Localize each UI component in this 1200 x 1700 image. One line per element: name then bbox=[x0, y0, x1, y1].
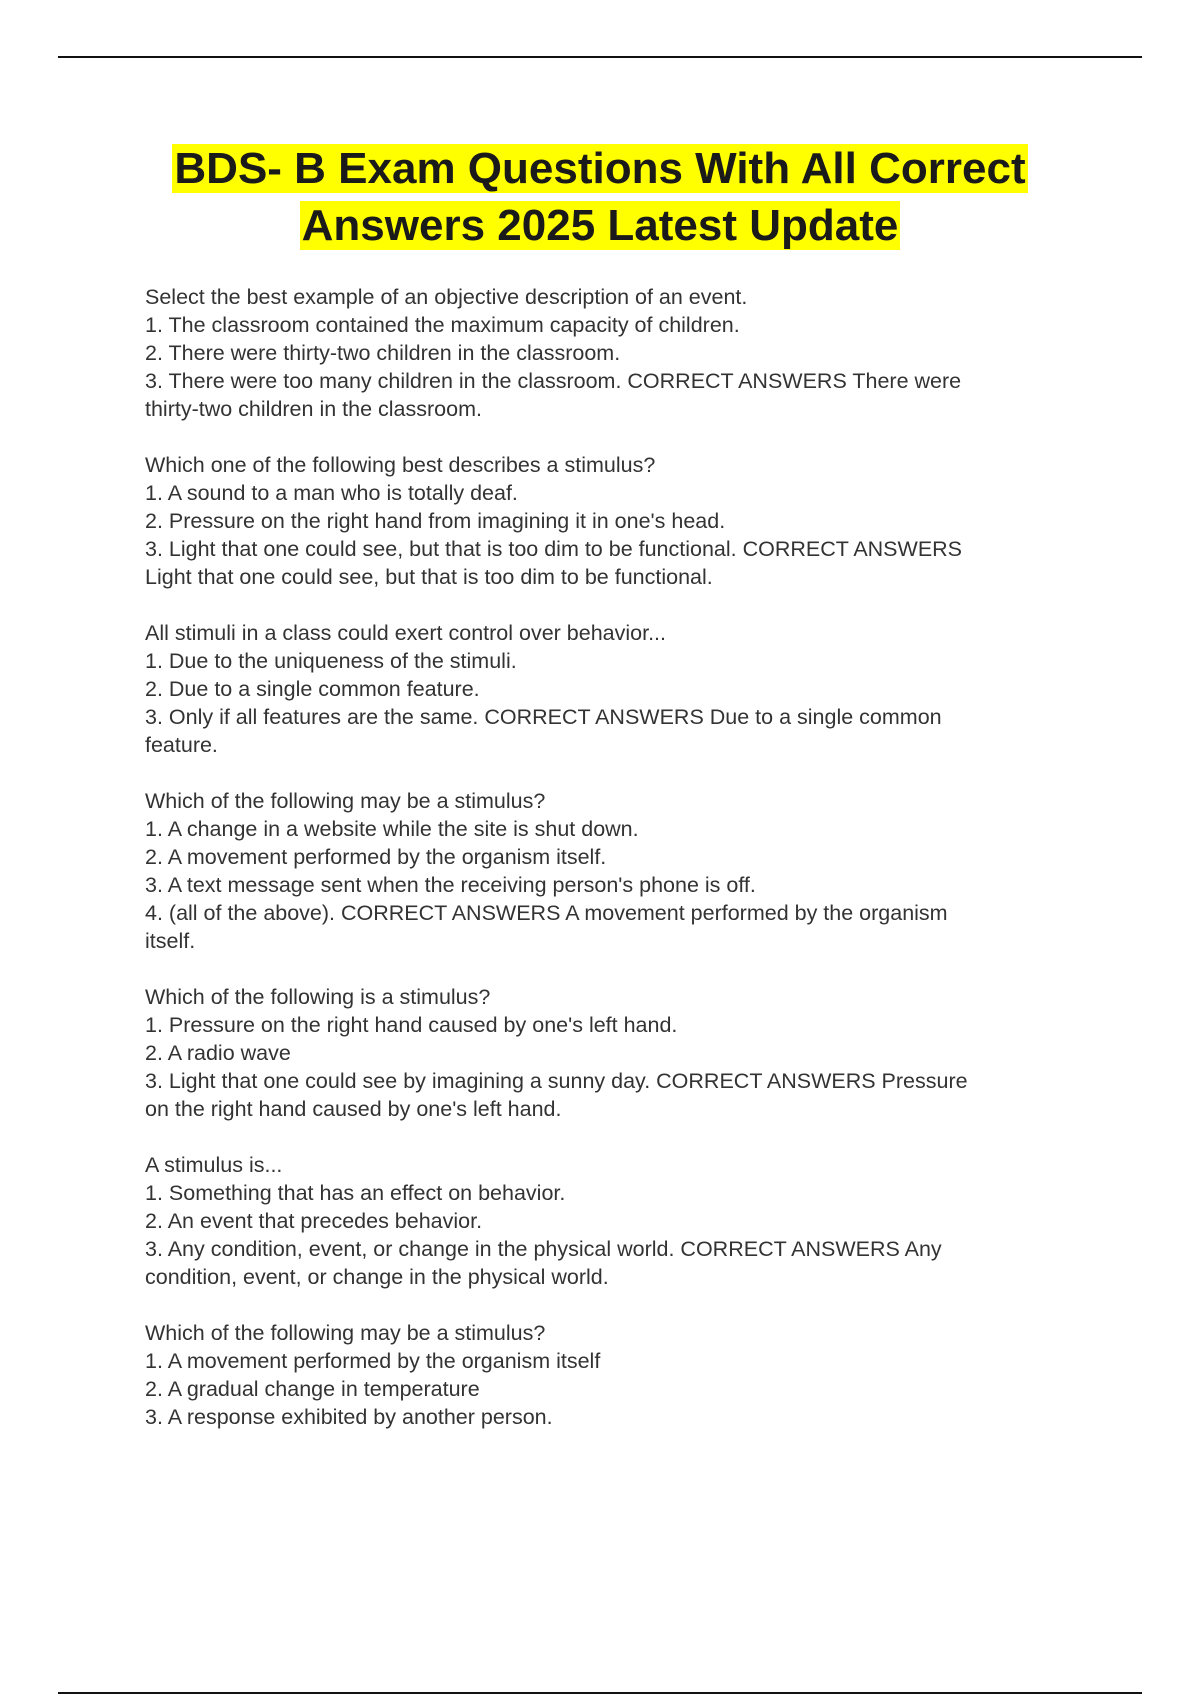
answer-option-line: 2. There were thirty-two children in the classroom. bbox=[145, 341, 621, 365]
answer-option-line: 1. The classroom contained the maximum capacity of children. bbox=[145, 313, 740, 337]
answer-option-line: itself. bbox=[145, 929, 196, 953]
answer-option-line: 4. (all of the above). CORRECT ANSWERS A movement performed by the organism bbox=[145, 901, 948, 925]
answer-option-line: 3. A response exhibited by another person. bbox=[145, 1405, 553, 1429]
question-block bbox=[145, 283, 1085, 423]
answer-option-line: 1. Due to the uniqueness of the stimuli. bbox=[145, 649, 517, 673]
answer-option-line: on the right hand caused by one's left hand. bbox=[145, 1097, 562, 1121]
question-block bbox=[145, 787, 1085, 955]
question-block bbox=[145, 983, 1085, 1123]
document-title-line-2: Answers 2025 Latest Update bbox=[301, 201, 899, 250]
document-title-line-1: BDS- B Exam Questions With All Correct bbox=[174, 144, 1026, 193]
question-block bbox=[145, 1151, 1085, 1291]
question-block bbox=[145, 1319, 1085, 1431]
answer-option-line: 3. Any condition, event, or change in the physical world. CORRECT ANSWERS Any bbox=[145, 1237, 942, 1261]
question-text: Which of the following may be a stimulus? bbox=[145, 1321, 546, 1345]
answer-option-line: 1. A sound to a man who is totally deaf. bbox=[145, 481, 518, 505]
answer-option-line: feature. bbox=[145, 733, 218, 757]
answer-option-line: 3. Only if all features are the same. CORRECT ANSWERS Due to a single common bbox=[145, 705, 942, 729]
question-text: A stimulus is... bbox=[145, 1153, 283, 1177]
answer-option-line: thirty-two children in the classroom. bbox=[145, 397, 482, 421]
answer-option-line: 1. Pressure on the right hand caused by one's left hand. bbox=[145, 1013, 678, 1037]
answer-option-line: 1. A change in a website while the site is shut down. bbox=[145, 817, 639, 841]
answer-option-line: 3. Light that one could see by imagining a sunny day. CORRECT ANSWERS Pressure bbox=[145, 1069, 968, 1093]
answer-option-line: 2. A radio wave bbox=[145, 1041, 291, 1065]
answer-option-line: 1. Something that has an effect on behavior. bbox=[145, 1181, 566, 1205]
answer-option-line: 2. Due to a single common feature. bbox=[145, 677, 480, 701]
answer-option-line: 2. An event that precedes behavior. bbox=[145, 1209, 483, 1233]
answer-option-line: 2. A gradual change in temperature bbox=[145, 1377, 480, 1401]
question-text: Which one of the following best describes a stimulus? bbox=[145, 453, 656, 477]
answer-option-line: 2. Pressure on the right hand from imagining it in one's head. bbox=[145, 509, 726, 533]
answer-option-line: Light that one could see, but that is too dim to be functional. bbox=[145, 565, 713, 589]
question-text: Which of the following may be a stimulus? bbox=[145, 789, 546, 813]
document-title bbox=[60, 140, 1140, 254]
question-text: All stimuli in a class could exert control over behavior... bbox=[145, 621, 667, 645]
question-text: Which of the following is a stimulus? bbox=[145, 985, 491, 1009]
question-block bbox=[145, 451, 1085, 591]
top-divider bbox=[58, 56, 1142, 58]
answer-option-line: 2. A movement performed by the organism itself. bbox=[145, 845, 607, 869]
answer-option-line: 1. A movement performed by the organism itself bbox=[145, 1349, 601, 1373]
answer-option-line: condition, event, or change in the physical world. bbox=[145, 1265, 609, 1289]
answer-option-line: 3. A text message sent when the receiving person's phone is off. bbox=[145, 873, 756, 897]
question-text: Select the best example of an objective description of an event. bbox=[145, 285, 748, 309]
bottom-divider bbox=[58, 1692, 1142, 1694]
answer-option-line: 3. Light that one could see, but that is too dim to be functional. CORRECT ANSWERS bbox=[145, 537, 963, 561]
question-block bbox=[145, 619, 1085, 759]
question-list bbox=[145, 283, 1085, 1459]
answer-option-line: 3. There were too many children in the classroom. CORRECT ANSWERS There were bbox=[145, 369, 962, 393]
